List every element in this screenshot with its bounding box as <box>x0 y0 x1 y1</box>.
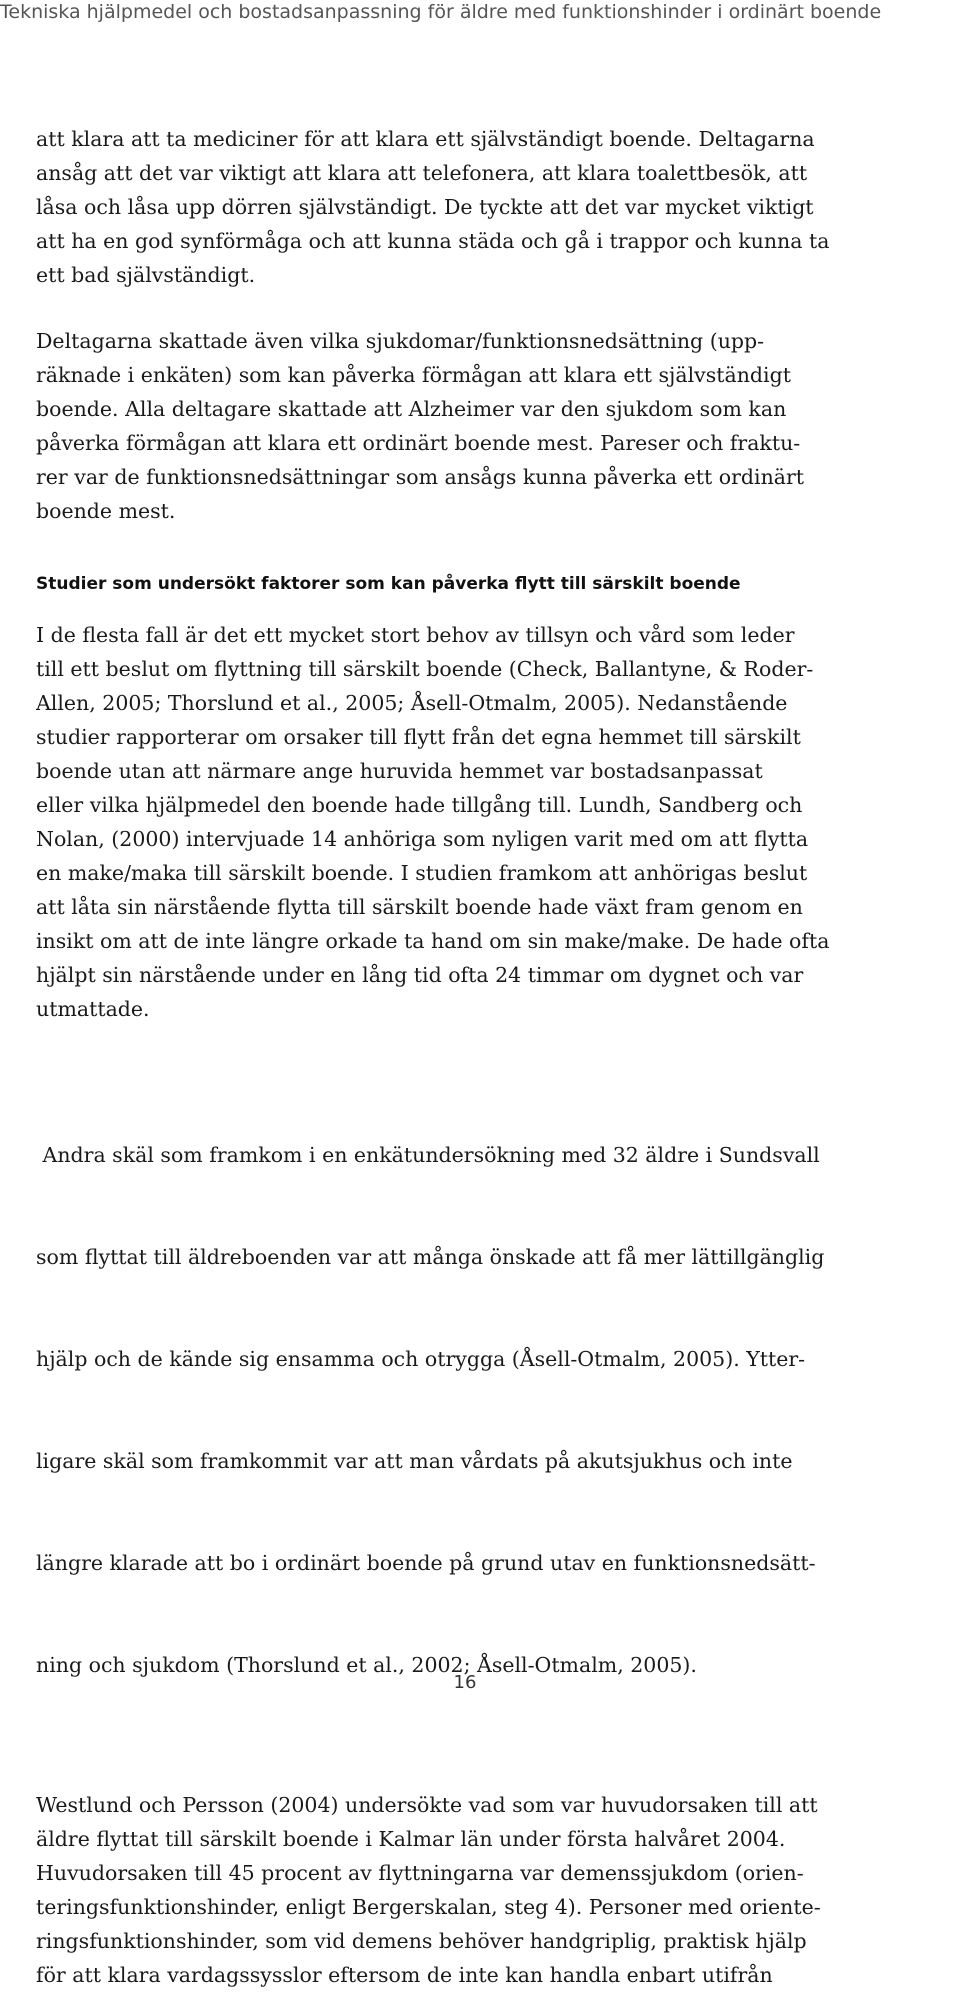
text-line: eller vilka hjälpmedel den boende hade tillgång till. Lundh, Sandberg och <box>36 793 803 817</box>
text-line: boende mest. <box>36 499 176 523</box>
text-line: äldre flyttat till särskilt boende i Kalmar län under första halvåret 2004. <box>36 1827 786 1851</box>
text-line: att klara att ta mediciner för att klara ett självständigt boende. Deltagarna <box>36 127 815 151</box>
text-line: ligare skäl som framkommit var att man vårdats på akutsjukhus och inte <box>36 1449 793 1473</box>
text-line: en make/maka till särskilt boende. I studien framkom att anhörigas beslut <box>36 861 808 885</box>
paragraph <box>36 324 931 528</box>
text-line: att ha en god synförmåga och att kunna städa och gå i trappor och kunna ta <box>36 229 830 253</box>
paragraph <box>36 1070 931 1750</box>
text-line: Deltagarna skattade även vilka sjukdomar/funktionsnedsättning (upp- <box>36 329 765 353</box>
text-line: som flyttat till äldreboenden var att många önskade att få mer lättillgänglig <box>36 1245 825 1269</box>
text-line: hjälpt sin närstående under en lång tid ofta 24 timmar om dygnet och var <box>36 963 804 987</box>
text-line: Huvudorsaken till 45 procent av flyttningarna var demenssjukdom (orien- <box>36 1861 804 1885</box>
text-line: att låta sin närstående flytta till särskilt boende hade växt fram genom en <box>36 895 803 919</box>
text-line: låsa och låsa upp dörren självständigt. De tyckte att det var mycket viktigt <box>36 195 814 219</box>
text-line: teringsfunktionshinder, enligt Bergerskalan, steg 4). Personer med oriente- <box>36 1895 821 1919</box>
text-line: för att klara vardagssysslor eftersom de inte kan handla enbart utifrån <box>36 1963 773 1987</box>
paragraph <box>36 618 931 1026</box>
text-line: boende utan att närmare ange huruvida hemmet var bostadsanpassat <box>36 759 763 783</box>
page-number: 16 <box>453 1672 477 1693</box>
body-content <box>36 122 931 1992</box>
text-line: utmattade. <box>36 997 150 1021</box>
section-heading: Studier som undersökt faktorer som kan påverka flytt till särskilt boende <box>36 574 741 594</box>
text-line: Andra skäl som framkom i en enkätundersökning med 32 äldre i Sundsvall <box>36 1143 820 1167</box>
text-line: Allen, 2005; Thorslund et al., 2005; Åsell-Otmalm, 2005). Nedanstående <box>36 691 788 715</box>
running-header: Tekniska hjälpmedel och bostadsanpassning för äldre med funktionshinder i ordinärt boende <box>0 1 882 23</box>
text-line: Nolan, (2000) intervjuade 14 anhöriga som nyligen varit med om att flytta <box>36 827 809 851</box>
text-line: studier rapporterar om orsaker till flytt från det egna hemmet till särskilt <box>36 725 801 749</box>
text-line: Westlund och Persson (2004) undersökte vad som var huvudorsaken till att <box>36 1793 818 1817</box>
text-line: till ett beslut om flyttning till särskilt boende (Check, Ballantyne, & Roder- <box>36 657 814 681</box>
paragraph <box>36 1788 931 1992</box>
text-line: ringsfunktionshinder, som vid demens behöver handgriplig, praktisk hjälp <box>36 1929 807 1953</box>
text-line: ning och sjukdom (Thorslund et al., 2002; Åsell-Otmalm, 2005). <box>36 1653 697 1677</box>
text-line: längre klarade att bo i ordinärt boende på grund utav en funktionsnedsätt- <box>36 1551 816 1575</box>
text-line: I de flesta fall är det ett mycket stort behov av tillsyn och vård som leder <box>36 623 795 647</box>
text-line: påverka förmågan att klara ett ordinärt boende mest. Pareser och fraktu- <box>36 431 801 455</box>
text-line: boende. Alla deltagare skattade att Alzheimer var den sjukdom som kan <box>36 397 787 421</box>
text-line: ett bad självständigt. <box>36 263 256 287</box>
text-line: hjälp och de kände sig ensamma och otrygga (Åsell-Otmalm, 2005). Ytter- <box>36 1347 806 1371</box>
text-line: ansåg att det var viktigt att klara att telefonera, att klara toalettbesök, att <box>36 161 808 185</box>
text-line: rer var de funktionsnedsättningar som ansågs kunna påverka ett ordinärt <box>36 465 805 489</box>
paragraph <box>36 122 931 292</box>
text-line: räknade i enkäten) som kan påverka förmågan att klara ett självständigt <box>36 363 791 387</box>
text-line: insikt om att de inte längre orkade ta hand om sin make/make. De hade ofta <box>36 929 830 953</box>
